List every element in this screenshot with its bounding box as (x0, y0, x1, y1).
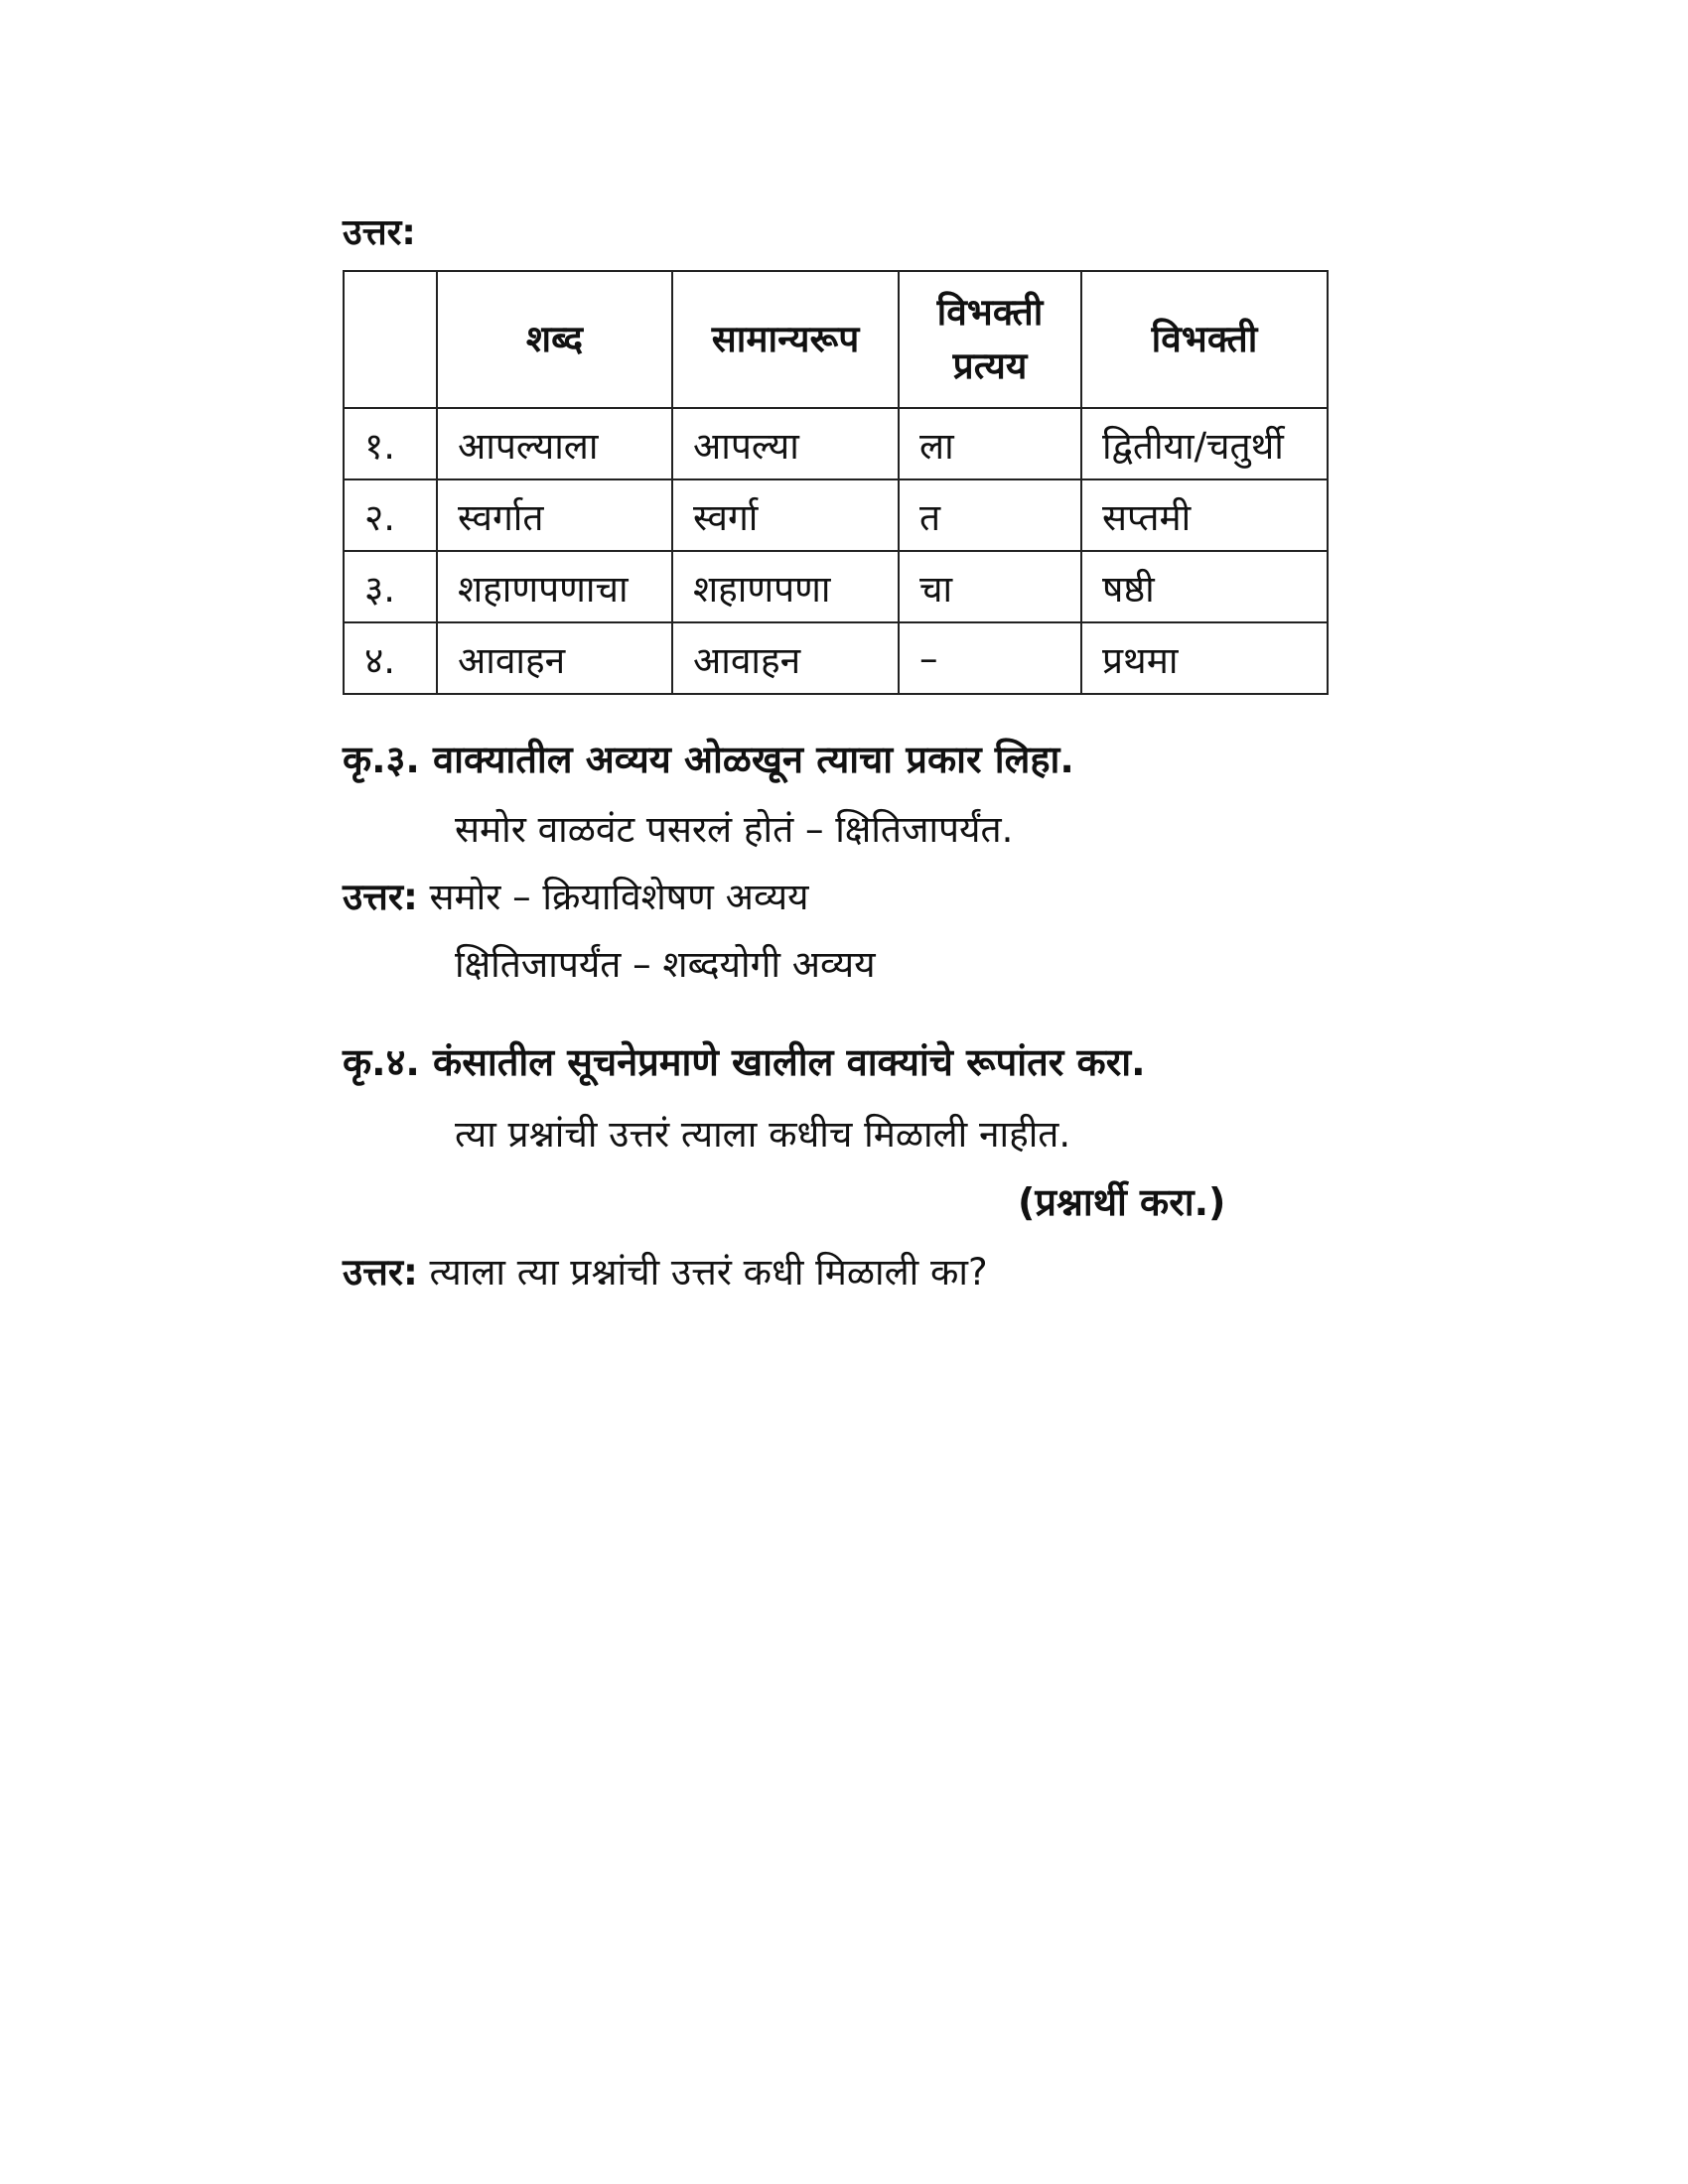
cell-serial: २. (344, 479, 437, 551)
header-case: विभक्ती (1081, 271, 1328, 408)
table-row (344, 551, 1328, 622)
q4-answer-text: त्याला त्या प्रश्नांची उत्तरं कधी मिळाली का? (429, 1251, 988, 1294)
q4-answer-label: उत्तर: (343, 1251, 418, 1294)
cell-case: प्रथमा (1081, 622, 1328, 694)
vibhakti-table (343, 270, 1329, 695)
cell-stem: आपल्या (672, 408, 899, 479)
q4-sentence: त्या प्रश्नांची उत्तरं त्याला कधीच मिळाली नाहीत. (455, 1113, 1071, 1156)
q3-answer-label: उत्तर: (343, 876, 418, 918)
cell-serial: ३. (344, 551, 437, 622)
cell-stem: आवाहन (672, 622, 899, 694)
table-row (344, 479, 1328, 551)
table-row (344, 408, 1328, 479)
cell-serial: ४. (344, 622, 437, 694)
table-row (344, 622, 1328, 694)
answer-label-q2: उत्तर: (343, 212, 416, 253)
cell-suffix: चा (899, 551, 1081, 622)
header-suffix: विभक्ती प्रत्यय (899, 271, 1081, 408)
table-header-row (344, 271, 1328, 408)
q4-instruction: (प्रश्नार्थी करा.) (1018, 1180, 1226, 1224)
cell-case: सप्तमी (1081, 479, 1328, 551)
cell-case: द्वितीया/चतुर्थी (1081, 408, 1328, 479)
q4-answer (343, 1245, 988, 1296)
cell-word: आपल्याला (437, 408, 672, 479)
q3-answer-line2: क्षितिजापर्यंत – शब्दयोगी अव्यय (455, 943, 876, 986)
cell-word: शहाणपणाचा (437, 551, 672, 622)
cell-case: षष्ठी (1081, 551, 1328, 622)
cell-word: आवाहन (437, 622, 672, 694)
header-word: शब्द (437, 271, 672, 408)
cell-suffix: ला (899, 408, 1081, 479)
cell-word: स्वर्गात (437, 479, 672, 551)
cell-serial: १. (344, 408, 437, 479)
header-stem: सामान्यरूप (672, 271, 899, 408)
header-serial (344, 271, 437, 408)
q3-answer-text1: समोर – क्रियाविशेषण अव्यय (429, 876, 809, 918)
q3-answer-line1 (343, 870, 809, 920)
q3-heading: कृ.३. वाक्यातील अव्यय ओळखून त्याचा प्रकार लिहा. (343, 738, 1074, 781)
cell-stem: शहाणपणा (672, 551, 899, 622)
q3-sentence: समोर वाळवंट पसरलं होतं – क्षितिजापर्यंत. (455, 808, 1014, 851)
cell-suffix: – (899, 622, 1081, 694)
cell-stem: स्वर्गा (672, 479, 899, 551)
q4-heading: कृ.४. कंसातील सूचनेप्रमाणे खालील वाक्यांचे रूपांतर करा. (343, 1040, 1146, 1084)
cell-suffix: त (899, 479, 1081, 551)
